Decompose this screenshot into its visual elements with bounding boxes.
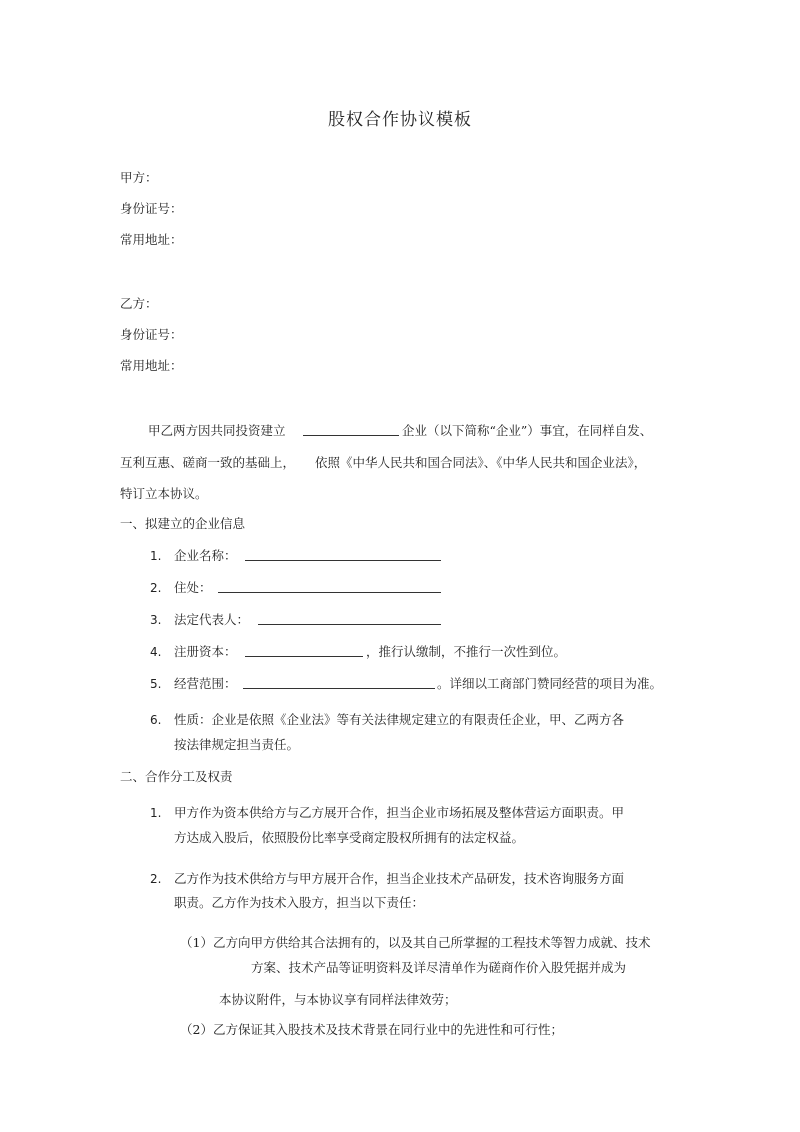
section1-item6-line2: 按法律规定担当责任。 bbox=[174, 737, 300, 752]
preamble-line2-b: 依照《中华人民共和国合同法》、《中华人民共和国企业法》， bbox=[315, 455, 647, 470]
preamble-line2-a: 互利互惠、磋商一致的基础上， bbox=[120, 455, 296, 470]
section1-item-number: 1. bbox=[150, 549, 162, 563]
section1-heading: 一、拟建立的企业信息 bbox=[120, 516, 246, 531]
section1-item6-line1: 性质：企业是依照《企业法》等有关法律规定建立的有限责任企业，甲、乙两方各 bbox=[174, 712, 625, 727]
address-blank bbox=[218, 580, 441, 593]
party-a-id-label: 身份证号： bbox=[120, 201, 183, 216]
section2-item1-line1: 甲方作为资本供给方与乙方展开合作，担当企业市场拓展及整体营运方面职责。甲 bbox=[174, 805, 625, 820]
section2-item2-line2: 职责。乙方作为技术入股方，担当以下责任： bbox=[174, 895, 425, 910]
preamble-line1-a: 甲乙两方因共同投资建立 bbox=[148, 423, 286, 438]
section1-item-label: 企业名称： bbox=[174, 548, 237, 563]
section1-item-number: 4. bbox=[150, 645, 162, 659]
party-b-address-label: 常用地址： bbox=[120, 358, 183, 373]
section1-item-label: 法定代表人： bbox=[174, 612, 250, 627]
subitem1-line1: （1）乙方向甲方供给其合法拥有的，以及其自己所掌握的工程技术等智力成就、技术 bbox=[180, 935, 651, 950]
section1-item-suffix: ，推行认缴制，不推行一次性到位。 bbox=[366, 644, 567, 659]
business-scope-blank bbox=[243, 676, 435, 689]
party-b-label: 乙方： bbox=[120, 296, 158, 311]
company-name-blank bbox=[245, 548, 441, 561]
section1-item-suffix: 。详细以工商部门赞同经营的项目为准。 bbox=[437, 676, 663, 691]
section2-heading: 二、合作分工及权责 bbox=[120, 769, 233, 784]
section2-item-number: 2. bbox=[150, 872, 162, 886]
party-b-id-label: 身份证号： bbox=[120, 327, 183, 342]
party-a-label: 甲方： bbox=[120, 170, 158, 185]
party-a-address-label: 常用地址： bbox=[120, 232, 183, 247]
section1-item-number: 3. bbox=[150, 613, 162, 627]
section2-item2-line1: 乙方作为技术供给方与甲方展开合作，担当企业技术产品研发，技术咨询服务方面 bbox=[174, 871, 625, 886]
enterprise-name-blank bbox=[303, 423, 399, 436]
subitem1-line3: 本协议附件，与本协议享有同样法律效劳； bbox=[219, 992, 457, 1007]
section2-item1-line2: 方达成入股后，依照股份比率享受商定股权所拥有的法定权益。 bbox=[174, 830, 525, 845]
preamble-line3: 特订立本协议。 bbox=[120, 486, 208, 501]
legal-rep-blank bbox=[258, 612, 441, 625]
section1-item-label: 住处： bbox=[174, 580, 212, 595]
registered-capital-blank bbox=[245, 644, 363, 657]
section2-item-number: 1. bbox=[150, 806, 162, 820]
document-title: 股权合作协议模板 bbox=[328, 110, 472, 130]
subitem2-line1: （2）乙方保证其入股技术及技术背景在同行业中的先进性和可行性； bbox=[180, 1022, 563, 1037]
section1-item-number: 2. bbox=[150, 581, 162, 595]
subitem1-line2: 方案、技术产品等证明资料及详尽清单作为磋商作价入股凭据并成为 bbox=[251, 960, 627, 975]
section1-item-label: 经营范围： bbox=[174, 676, 237, 691]
section1-item-label: 注册资本： bbox=[174, 644, 237, 659]
section1-item-number: 5. bbox=[150, 677, 162, 691]
section1-item-number: 6. bbox=[150, 713, 162, 727]
preamble-line1-b: 企业（以下简称“企业”）事宜，在同样自发、 bbox=[402, 423, 653, 438]
